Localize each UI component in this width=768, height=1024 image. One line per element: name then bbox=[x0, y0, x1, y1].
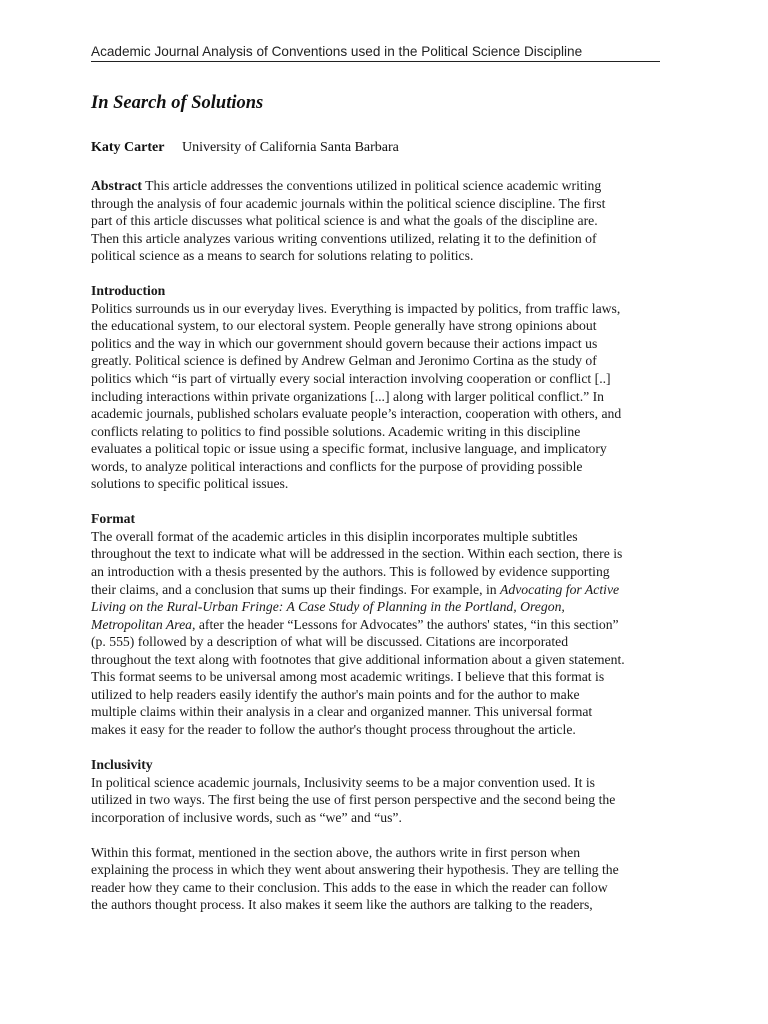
inclusivity-line: explaining the process in which they went about answering their hypothesis. They are telling the bbox=[91, 862, 619, 878]
introduction-line: conflicts relating to politics to find possible solutions. Academic writing in this discipline bbox=[91, 423, 581, 439]
introduction-line: including interactions within private organizations [...] along with larger political conflict.” In bbox=[91, 388, 605, 404]
format-text: , after the header “Lessons for Advocates” the authors' states, “in this section” bbox=[192, 616, 619, 632]
introduction-line: greatly. Political science is defined by Andrew Gelman and Jeronimo Cortina as the study of bbox=[91, 353, 597, 369]
format-line bbox=[91, 598, 656, 616]
format-heading: Format bbox=[91, 511, 136, 527]
abstract-line: This article addresses the conventions utilized in political science academic writing bbox=[141, 178, 602, 193]
abstract-line: political science as a means to search for solutions relating to politics. bbox=[91, 248, 474, 264]
format-line: makes it easy for the reader to follow the author's thought process throughout the article. bbox=[91, 721, 576, 737]
inclusivity-line: In political science academic journals, Inclusivity seems to be a major convention used. It is bbox=[91, 774, 596, 790]
cited-article-title: Living on the Rural-Urban Fringe: A Case Study of Planning in the Portland, Oregon, bbox=[91, 599, 565, 615]
inclusivity-line: incorporation of inclusive words, such as “we” and “us”. bbox=[91, 809, 402, 825]
abstract-line: Then this article analyzes various writing conventions utilized, relating it to the definition of bbox=[91, 230, 597, 246]
inclusivity-line: utilized in two ways. The first being the use of first person perspective and the second being the bbox=[91, 792, 616, 808]
inclusivity-line: Within this format, mentioned in the section above, the authors write in first person when bbox=[91, 844, 581, 860]
author-line bbox=[91, 140, 399, 156]
introduction-heading: Introduction bbox=[91, 283, 166, 299]
spacer bbox=[91, 826, 656, 844]
inclusivity-heading: Inclusivity bbox=[91, 757, 153, 773]
cited-article-title: Advocating for Active bbox=[500, 581, 620, 597]
introduction-line: words, to analyze political interactions and conflicts for the purpose of providing possible bbox=[91, 458, 583, 474]
abstract-line: part of this article discusses what political science is and what the goals of the discipline are. bbox=[91, 213, 598, 229]
cited-article-title: Metropolitan Area bbox=[91, 616, 192, 632]
format-line: The overall format of the academic articles in this disiplin incorporates multiple subtitles bbox=[91, 528, 578, 544]
introduction-line: Politics surrounds us in our everyday lives. Everything is impacted by politics, from traffic laws, bbox=[91, 300, 621, 316]
spacer bbox=[91, 739, 656, 757]
introduction-line: solutions to specific political issues. bbox=[91, 476, 289, 492]
format-line: (p. 555) followed by a description of what will be discussed. Citations are incorporated bbox=[91, 634, 569, 650]
abstract-label: Abstract bbox=[91, 178, 142, 193]
format-line: This format seems to be universal among most academic writings. I believe that this format is bbox=[91, 669, 605, 685]
format-line: throughout the text along with footnotes that give additional information about a given statement. bbox=[91, 651, 625, 667]
format-line: multiple claims within their analysis in a clear and organized manner. This universal format bbox=[91, 704, 593, 720]
format-line bbox=[91, 616, 656, 634]
abstract-line: through the analysis of four academic journals within the political science discipline. The first bbox=[91, 195, 606, 211]
introduction-line: politics which “is part of virtually every social interaction involving cooperation or conflict [..] bbox=[91, 371, 611, 387]
introduction-line: academic journals, published scholars evaluate people’s interaction, cooperation with others, and bbox=[91, 406, 622, 422]
format-line: utilized to help readers easily identify the author's main points and for the author to make bbox=[91, 686, 580, 702]
introduction-line: politics and the way in which our government should govern because their actions impact us bbox=[91, 335, 598, 351]
format-line bbox=[91, 581, 656, 599]
inclusivity-line: the authors thought process. It also makes it seem like the authors are talking to the readers, bbox=[91, 897, 593, 913]
spacer bbox=[91, 265, 656, 283]
spacer bbox=[91, 493, 656, 511]
format-line: throughout the text to indicate what will be addressed in the section. Within each section, there is bbox=[91, 546, 623, 562]
introduction-line: the educational system, to our electoral system. People generally have strong opinions about bbox=[91, 318, 597, 334]
format-line: an introduction with a thesis presented by the authors. This is followed by evidence supporting bbox=[91, 564, 610, 580]
abstract-first-line bbox=[91, 177, 656, 195]
article-title: In Search of Solutions bbox=[91, 93, 264, 113]
author-name: Katy Carter bbox=[91, 140, 165, 155]
format-text: their claims, and a conclusion that sums up their findings. For example, in bbox=[91, 581, 501, 597]
introduction-line: evaluates a political topic or issue using a specific format, inclusive language, and implicatory bbox=[91, 441, 607, 457]
author-affiliation: University of California Santa Barbara bbox=[181, 140, 399, 155]
inclusivity-line: reader how they came to their conclusion. This adds to the ease in which the reader can follow bbox=[91, 879, 608, 895]
article-body bbox=[91, 177, 656, 914]
running-header: Academic Journal Analysis of Conventions used in the Political Science Discipline bbox=[91, 44, 660, 62]
